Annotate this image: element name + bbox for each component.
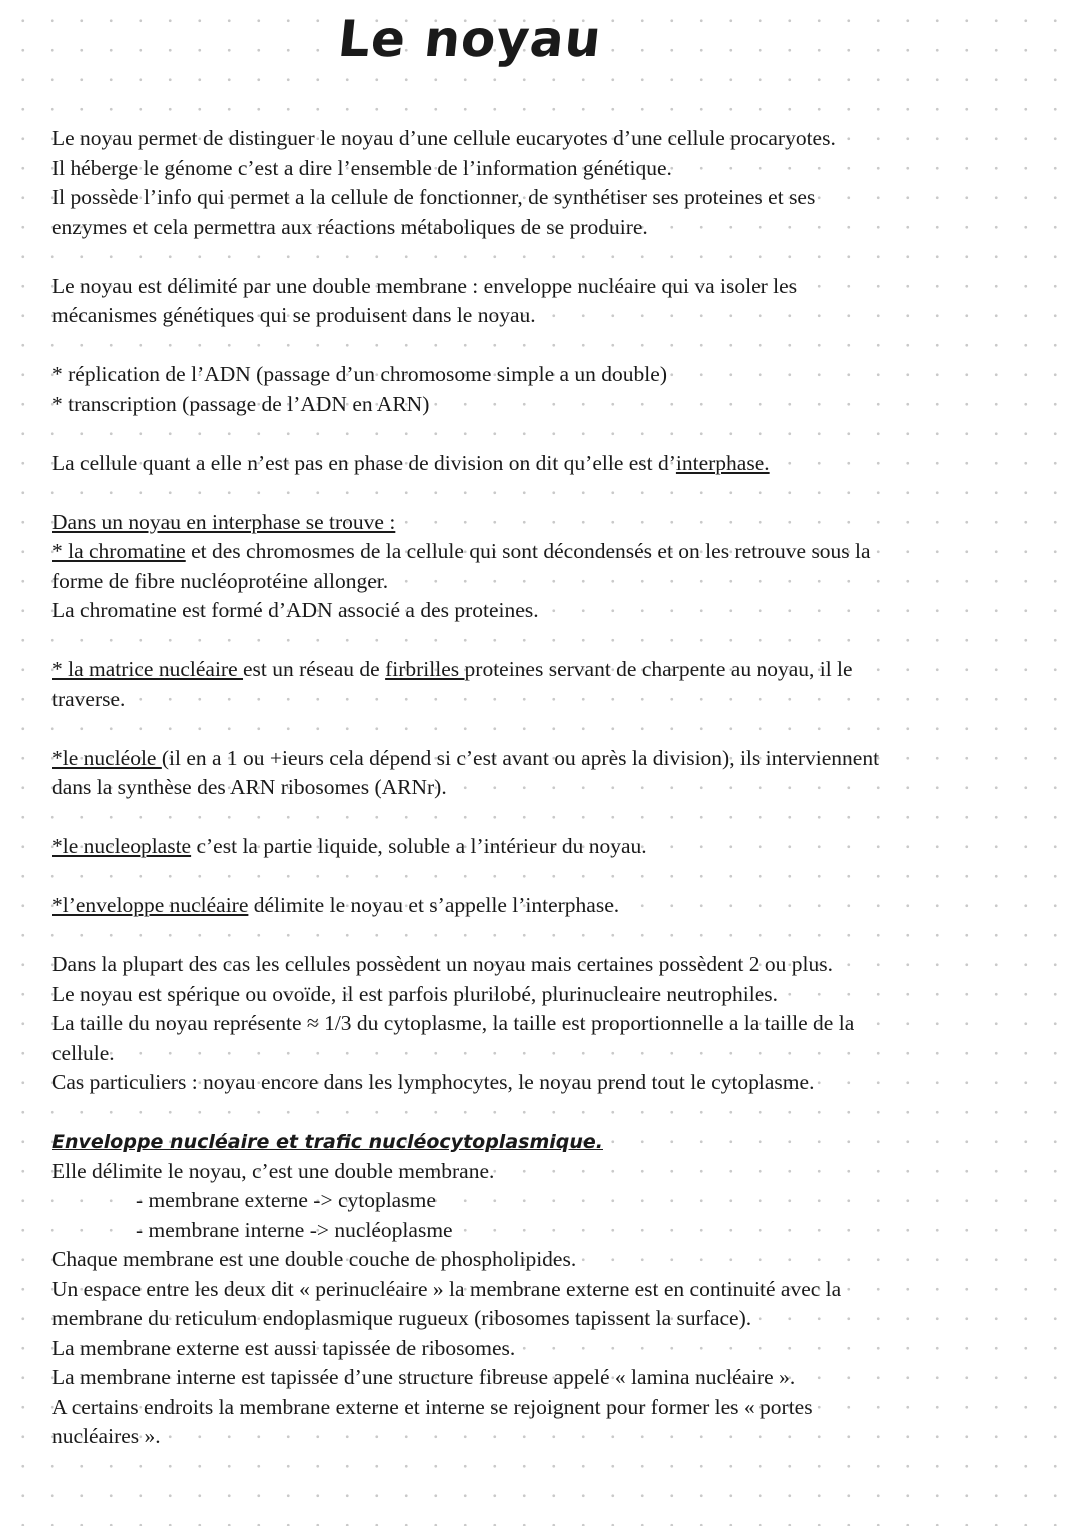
list-item: - membrane interne -> nucléoplasme bbox=[136, 1217, 453, 1242]
underlined-term: *l’enveloppe nucléaire bbox=[52, 893, 249, 917]
text-span: c’est la partie liquide, soluble a l’intérieur du noyau. bbox=[191, 834, 647, 858]
page-title: Le noyau bbox=[335, 10, 605, 68]
text-line: traverse. bbox=[52, 686, 126, 711]
text-line bbox=[52, 744, 1062, 774]
text-span: est un réseau de bbox=[243, 657, 386, 681]
text-line: Le noyau est délimité par une double membrane : enveloppe nucléaire qui va isoler les bbox=[52, 273, 798, 298]
list-item: * réplication de l’ADN (passage d’un chromosome simple a un double) bbox=[52, 362, 667, 386]
text-line bbox=[52, 655, 1062, 685]
text-line bbox=[52, 832, 1062, 862]
text-line: Le noyau permet de distinguer le noyau d’une cellule eucaryotes d’une cellule procaryotes. bbox=[52, 126, 836, 150]
underlined-heading: Dans un noyau en interphase se trouve : bbox=[52, 509, 396, 534]
text-line: La chromatine est formé d’ADN associé a des proteines. bbox=[52, 598, 539, 622]
text-line: La membrane interne est tapissée d’une structure fibreuse appelé « lamina nucléaire ». bbox=[52, 1365, 796, 1389]
text-span: délimite le noyau et s’appelle l’interphase. bbox=[248, 893, 620, 917]
text-line: Dans la plupart des cas les cellules possèdent un noyau mais certaines possèdent 2 ou plus. bbox=[52, 952, 833, 976]
list-item: - membrane externe -> cytoplasme bbox=[136, 1188, 436, 1212]
text-span: proteines servant de charpente au noyau, il le bbox=[464, 657, 853, 681]
text-line bbox=[52, 537, 1062, 567]
text-line bbox=[52, 508, 1062, 538]
text-line: Il héberge le génome c’est a dire l’ensemble de l’information génétique. bbox=[52, 155, 672, 180]
underlined-term: * la matrice nucléaire bbox=[52, 657, 244, 681]
text-line: cellule. bbox=[52, 1040, 115, 1065]
text-line: nucléaires ». bbox=[52, 1424, 161, 1448]
text-line: Chaque membrane est une double couche de phospholipides. bbox=[52, 1247, 577, 1271]
text-span: et des chromosmes de la cellule qui sont décondensés et on les retrouve sous la bbox=[185, 539, 871, 563]
underlined-term: * la chromatine bbox=[52, 539, 186, 563]
text-line: enzymes et cela permettra aux réactions métaboliques de se produire. bbox=[52, 214, 648, 239]
underlined-term: interphase. bbox=[675, 450, 770, 475]
text-span: (il en a 1 ou +ieurs cela dépend si c’est avant ou après la division), ils interviennent bbox=[161, 745, 880, 770]
list-item: * transcription (passage de l’ADN en ARN) bbox=[52, 391, 430, 416]
text-line bbox=[52, 891, 1062, 921]
section-heading-text: Enveloppe nucléaire et trafic nucléocytoplasmique. bbox=[52, 1131, 603, 1153]
text-line: Le noyau est spérique ou ovoïde, il est parfois plurilobé, plurinucleaire neutrophiles. bbox=[52, 981, 779, 1006]
underlined-term: *le nucleoplaste bbox=[52, 834, 192, 858]
text-line: Cas particuliers : noyau encore dans les lymphocytes, le noyau prend tout le cytoplasme. bbox=[52, 1070, 815, 1094]
text-line: La membrane externe est aussi tapissée de ribosomes. bbox=[52, 1335, 516, 1360]
underlined-term: *le nucléole bbox=[52, 745, 162, 770]
underlined-term: firbrilles bbox=[385, 657, 465, 681]
text-line: Il possède l’info qui permet a la cellule de fonctionner, de synthétiser ses proteines et ses bbox=[52, 185, 816, 209]
text-line: A certains endroits la membrane externe et interne se rejoignent pour former les « portes bbox=[52, 1394, 813, 1419]
text-line: mécanismes génétiques qui se produisent dans le noyau. bbox=[52, 303, 536, 327]
text-line: dans la synthèse des ARN ribosomes (ARNr). bbox=[52, 775, 447, 799]
text-line bbox=[52, 449, 1062, 479]
text-line: membrane du reticulum endoplasmique rugueux (ribosomes tapissent la surface). bbox=[52, 1306, 752, 1330]
text-line: forme de fibre nucléoprotéine allonger. bbox=[52, 568, 389, 593]
text-line: Un espace entre les deux dit « perinucléaire » la membrane externe est en continuité avec la bbox=[52, 1276, 842, 1301]
text-span: La cellule quant a elle n’est pas en phase de division on dit qu’elle est d’ bbox=[52, 450, 676, 475]
text-line: La taille du noyau représente ≈ 1/3 du cytoplasme, la taille est proportionnelle a la taille de la bbox=[52, 1011, 855, 1035]
text-line: Elle délimite le noyau, c’est une double membrane. bbox=[52, 1158, 495, 1183]
section-heading bbox=[52, 1127, 1062, 1157]
